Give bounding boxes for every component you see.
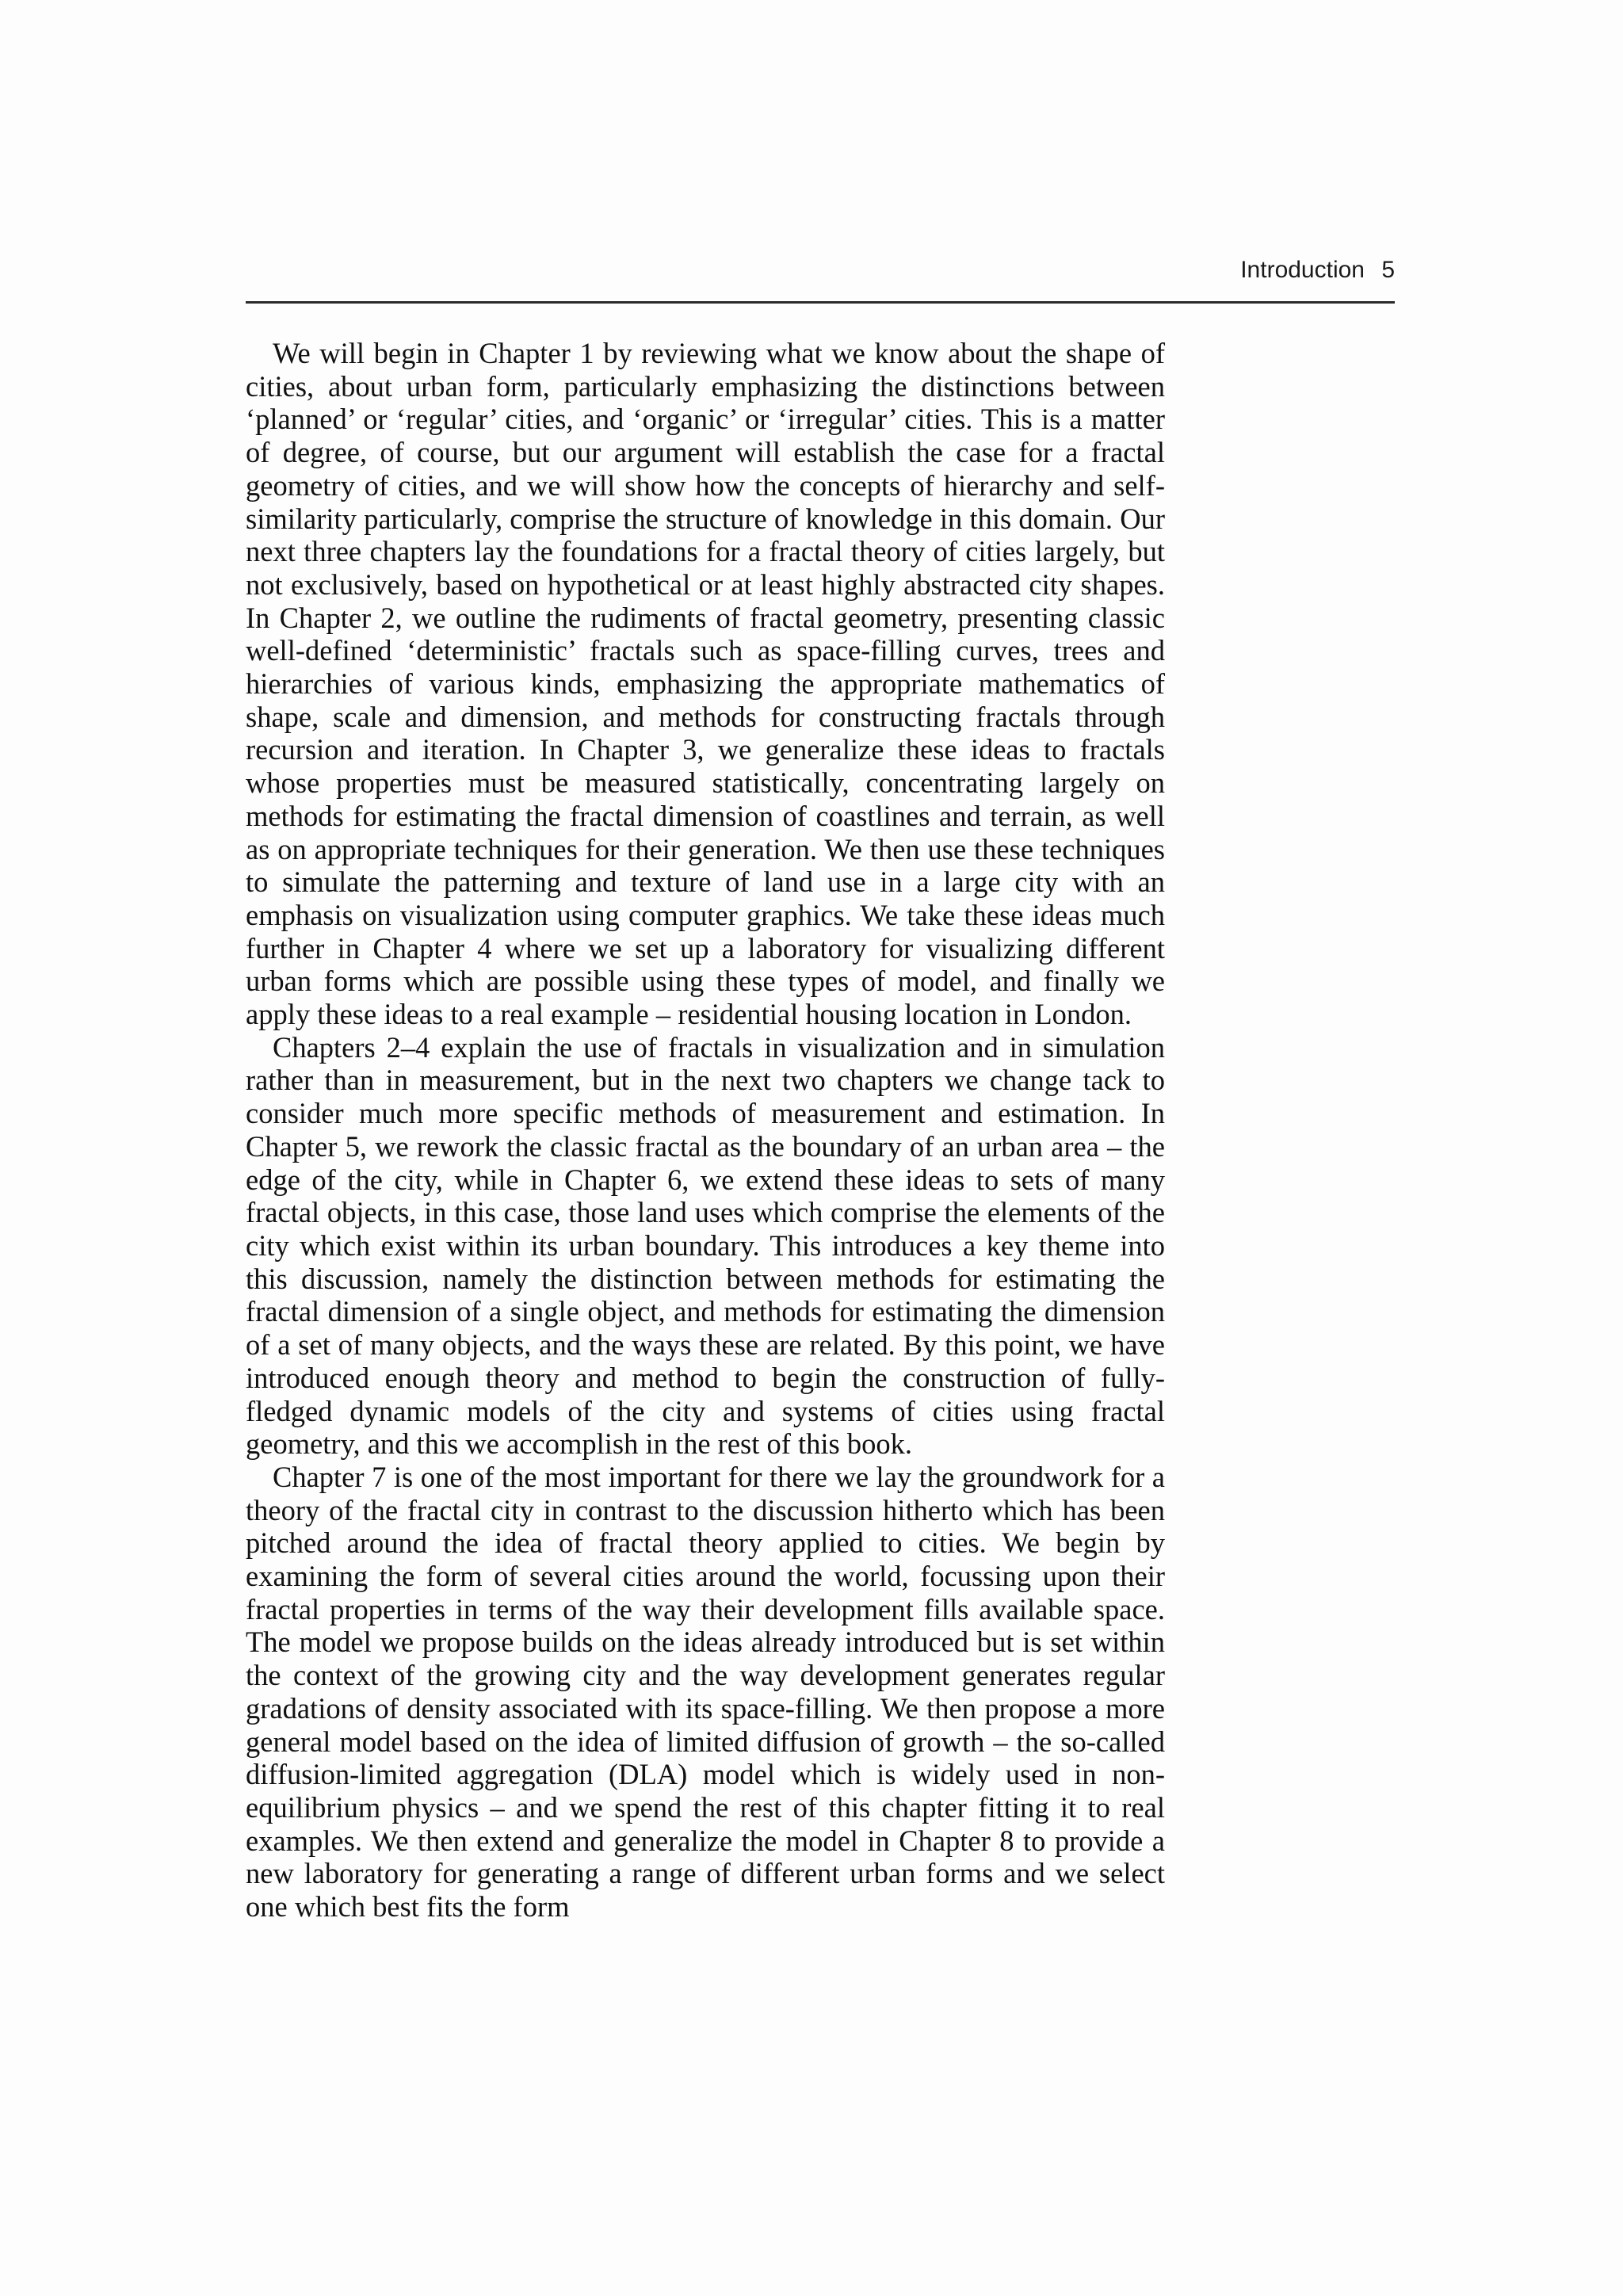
running-head-title: Introduction [1240, 257, 1365, 283]
paragraph-3: Chapter 7 is one of the most important for there we lay the groundwork for a theory of the fractal city in contrast to the discussion hitherto which has been pitched around the idea of fractal theory applied to cities. We begin by examining the form of several cities around the world, focussing upon their fractal properties in terms of the way their development fills available space. The model we propose builds on the ideas already introduced but is set within the context of the growing city and the way development generates regular gradations of density associated with its space-filling. We then propose a more general model based on the idea of limited diffusion of growth – the so-called diffusion-limited aggregation (DLA) model which is widely used in non-equilibrium physics – and we spend the rest of this chapter fitting it to real examples. We then extend and generalize the model in Chapter 8 to provide a new laboratory for generating a range of different urban forms and we select one which best fits the form [246, 1460, 1165, 1924]
paragraph-2: Chapters 2–4 explain the use of fractals in visualization and in simulation rather than in measurement, but in the next two chapters we change tack to consider much more specific methods of measurement and estimation. In Chapter 5, we rework the classic fractal as the boundary of an urban area – the edge of the city, while in Chapter 6, we extend these ideas to sets of many fractal objects, in this case, those land uses which comprise the elements of the city which exist within its urban boundary. This introduces a key theme into this discussion, namely the distinction between methods for estimating the fractal dimension of a single object, and methods for estimating the dimension of a set of many objects, and the ways these are related. By this point, we have introduced enough theory and method to begin the construction of fully-fledged dynamic models of the city and systems of cities using fractal geometry, and this we accomplish in the rest of this book. [246, 1030, 1165, 1461]
page-number: 5 [1381, 257, 1395, 283]
running-head [246, 254, 1395, 304]
body-text [246, 337, 1165, 1924]
paragraph-1: We will begin in Chapter 1 by reviewing what we know about the shape of cities, about urban form, particularly emphasizing the distinctions between ‘planned’ or ‘regular’ cities, and ‘organic’ or ‘irregular’ cities. This is a matter of degree, of course, but our argument will establish the case for a fractal geometry of cities, and we will show how the concepts of hierarchy and self-similarity particularly, comprise the structure of knowledge in this domain. Our next three chapters lay the foundations for a fractal theory of cities largely, but not exclusively, based on hypothetical or at least highly abstracted city shapes. In Chapter 2, we outline the rudiments of fractal geometry, presenting classic well-defined ‘deterministic’ fractals such as space-filling curves, trees and hierarchies of various kinds, emphasizing the appropriate mathematics of shape, scale and dimension, and methods for constructing fractals through recursion and iteration. In Chapter 3, we generalize these ideas to fractals whose properties must be measured statistically, concentrating largely on methods for estimating the fractal dimension of coastlines and terrain, as well as on appropriate techniques for their generation. We then use these techniques to simulate the patterning and texture of land use in a large city with an emphasis on visualization using computer graphics. We take these ideas much further in Chapter 4 where we set up a laboratory for visualizing different urban forms which are possible using these types of model, and finally we apply these ideas to a real example – residential housing location in London. [246, 337, 1165, 1031]
